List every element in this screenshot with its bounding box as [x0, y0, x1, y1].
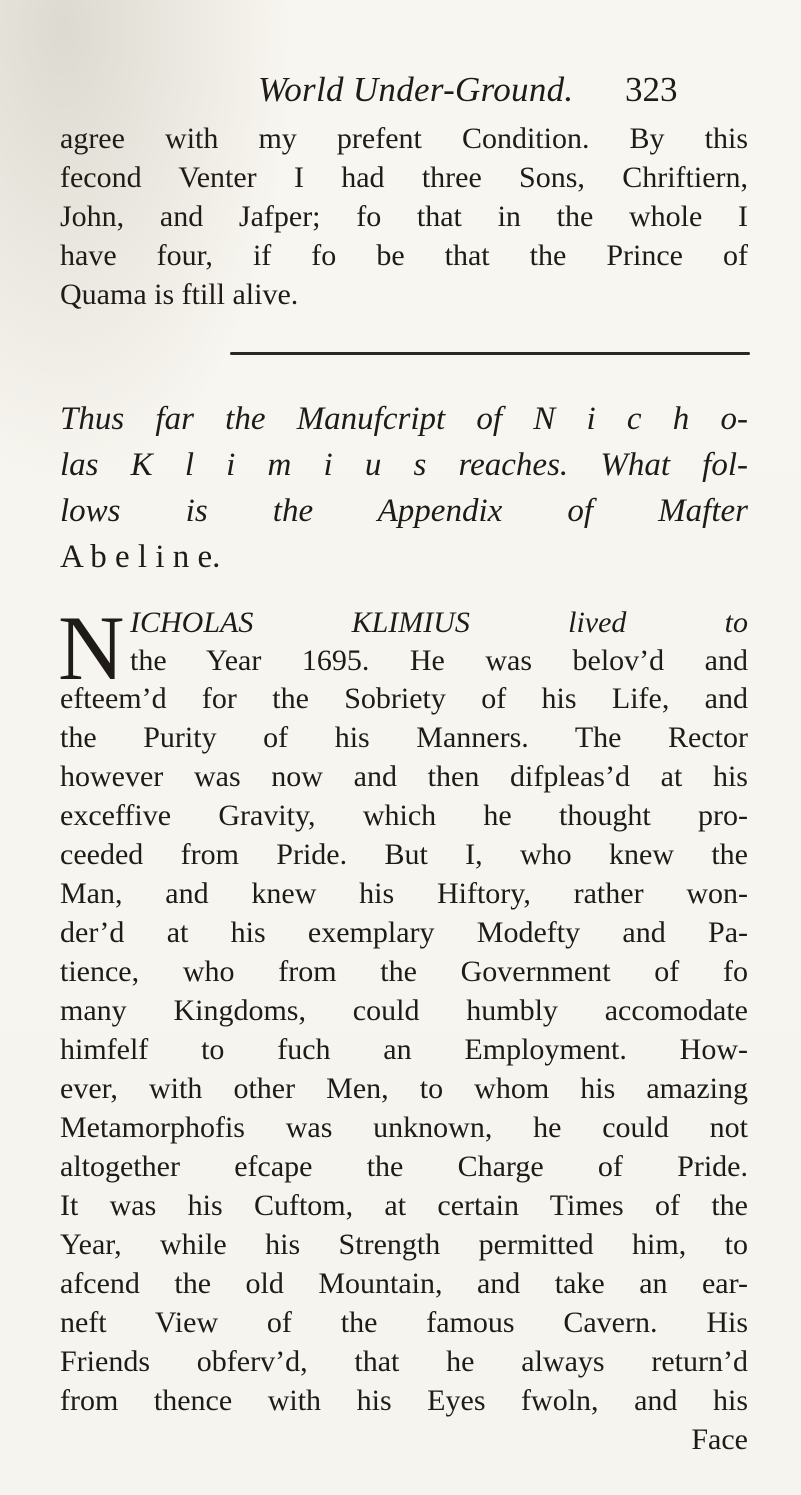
text-line: from thence with his Eyes fwoln, and his: [60, 1384, 748, 1417]
text-line: It was his Cuftom, at certain Times of the: [60, 1189, 748, 1222]
text-line: the Year 1695. He was belov’d and: [130, 644, 748, 677]
page-number: 323: [625, 70, 678, 109]
text-line: have four, if fo be that the Prince of: [60, 239, 748, 272]
text-line: neft View of the famous Cavern. His: [60, 1306, 748, 1339]
text-line: exceffive Gravity, which he thought pro-: [60, 799, 748, 832]
text-line: afcend the old Mountain, and take an ear-: [60, 1267, 748, 1300]
page-header: [258, 70, 678, 118]
text-line: der’d at his exemplary Modefty and Pa-: [60, 916, 748, 949]
text-line: John, and Jafper; fo that in the whole I: [60, 200, 748, 233]
catchword: Face: [691, 1423, 748, 1456]
running-title: World Under-Ground.: [258, 70, 574, 109]
drop-cap: N: [58, 597, 125, 699]
text-line: Metamorphofis was unknown, he could not: [60, 1111, 748, 1144]
intro-line: lows is the Appendix of Mafter: [60, 493, 748, 529]
text-line: himfelf to fuch an Employment. How-: [60, 1033, 748, 1066]
text-line: ever, with other Men, to whom his amazing: [60, 1072, 748, 1105]
intro-line: las K l i m i u s reaches. What fol-: [60, 447, 748, 483]
intro-line: A b e l i n e.: [60, 539, 221, 575]
text-line: fecond Venter I had three Sons, Chriftiern,: [60, 161, 748, 194]
text-line: agree with my prefent Condition. By this: [60, 122, 748, 155]
text-line: Year, while his Strength permitted him, to: [60, 1228, 748, 1261]
intro-line: Thus far the Manufcript of N i c h o-: [60, 401, 748, 437]
text-line: many Kingdoms, could humbly accomodate: [60, 994, 748, 1027]
text-line: however was now and then difpleas’d at his: [60, 760, 748, 793]
text-line: ceeded from Pride. But I, who knew the: [60, 838, 748, 871]
text-line: efteem’d for the Sobriety of his Life, and: [60, 682, 748, 715]
text-line: Friends obferv’d, that he always return’d: [60, 1345, 748, 1378]
text-line: the Purity of his Manners. The Rector: [60, 721, 748, 754]
section-divider: [230, 352, 750, 355]
text-line: Man, and knew his Hiftory, rather won-: [60, 877, 748, 910]
text-line: ICHOLAS KLIMIUS lived to: [130, 606, 748, 639]
text-line: altogether efcape the Charge of Pride.: [60, 1150, 748, 1183]
text-line: Quama is ftill alive.: [60, 278, 299, 311]
text-line: tience, who from the Government of fo: [60, 955, 748, 988]
